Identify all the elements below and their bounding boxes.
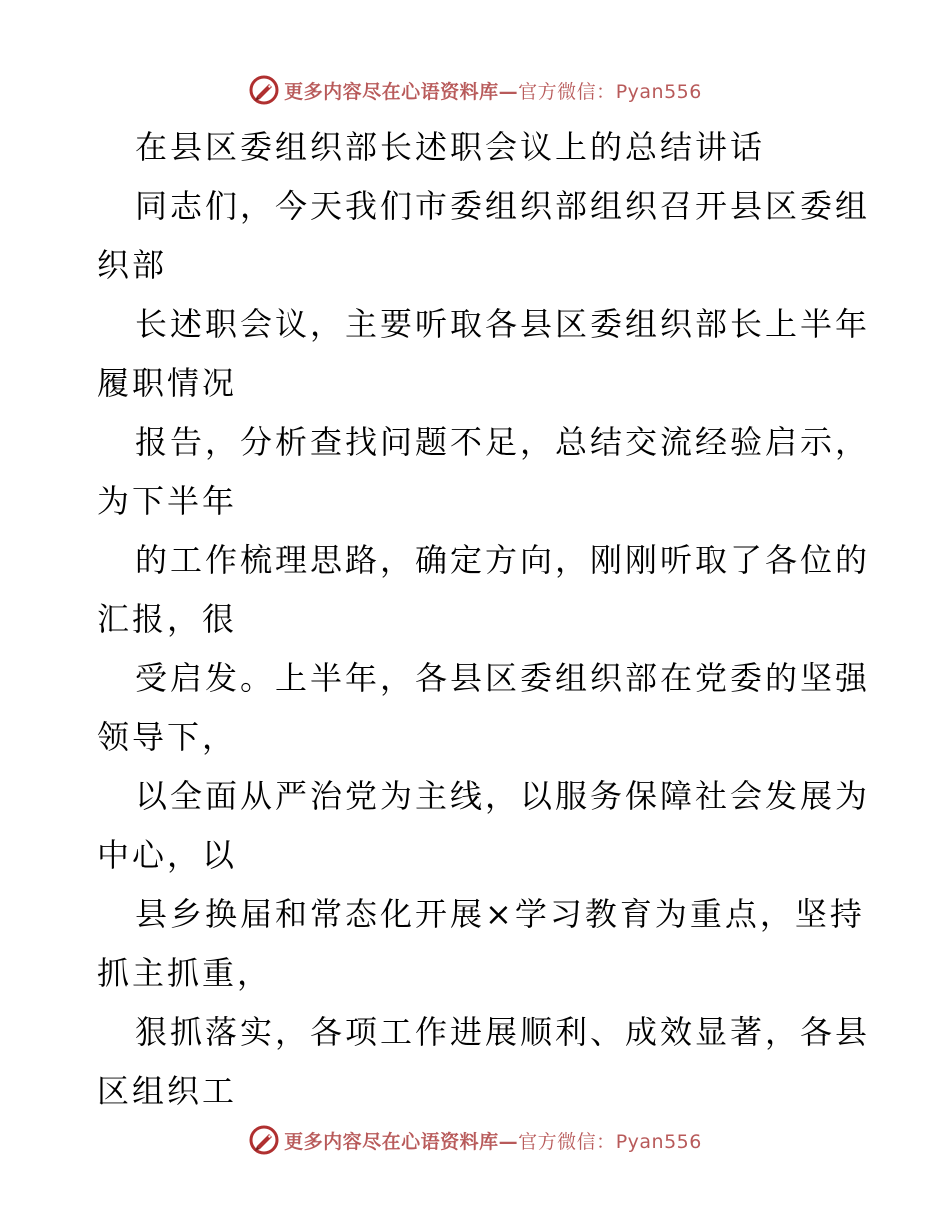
pen-nib-logo-icon [248,74,280,106]
text-line: 县乡换届和常态化开展×学习教育为重点，坚持 [135,895,865,933]
text-line: 汇报，很 [97,600,238,638]
document-body [97,118,871,1121]
text-line: 长述职会议，主要听取各县区委组织部长上半年 [135,305,871,343]
banner-dash: — [498,80,519,103]
text-line: 领导下， [97,718,238,756]
banner-wechat-label: 官方微信： [518,80,616,103]
banner-dash: — [498,1130,519,1153]
text-line: 狠抓落实，各项工作进展顺利、成效显著，各县 [135,1013,871,1051]
text-line: 履职情况 [97,364,238,402]
document-title: 在县区委组织部长述职会议上的总结讲话 [135,128,766,166]
text-line: 报告，分析查找问题不足，总结交流经验启示， [135,423,871,461]
footer-banner [0,1120,950,1160]
banner-wechat-handle: Pyan556 [615,80,702,103]
text-line: 区组织工 [97,1072,238,1110]
text-line: 受启发。上半年，各县区委组织部在党委的坚强 [135,659,871,697]
banner-main-text: 更多内容尽在心语资料库 [284,80,499,103]
text-line: 为下半年 [97,482,238,520]
text-line: 的工作梳理思路，确定方向，刚刚听取了各位的 [135,541,871,579]
banner-main-text: 更多内容尽在心语资料库 [284,1130,499,1153]
text-line: 中心，以 [97,836,238,874]
text-line: 织部 [97,246,168,284]
text-line: 抓主抓重， [97,954,273,992]
banner-text [284,1127,702,1154]
banner-wechat-label: 官方微信： [518,1130,616,1153]
banner-text [284,77,702,104]
banner-wechat-handle: Pyan556 [615,1130,702,1153]
header-banner [0,70,950,110]
text-line: 以全面从严治党为主线，以服务保障社会发展为 [135,777,871,815]
text-line: 同志们，今天我们市委组织部组织召开县区委组 [135,187,871,225]
pen-nib-logo-icon [248,1124,280,1156]
